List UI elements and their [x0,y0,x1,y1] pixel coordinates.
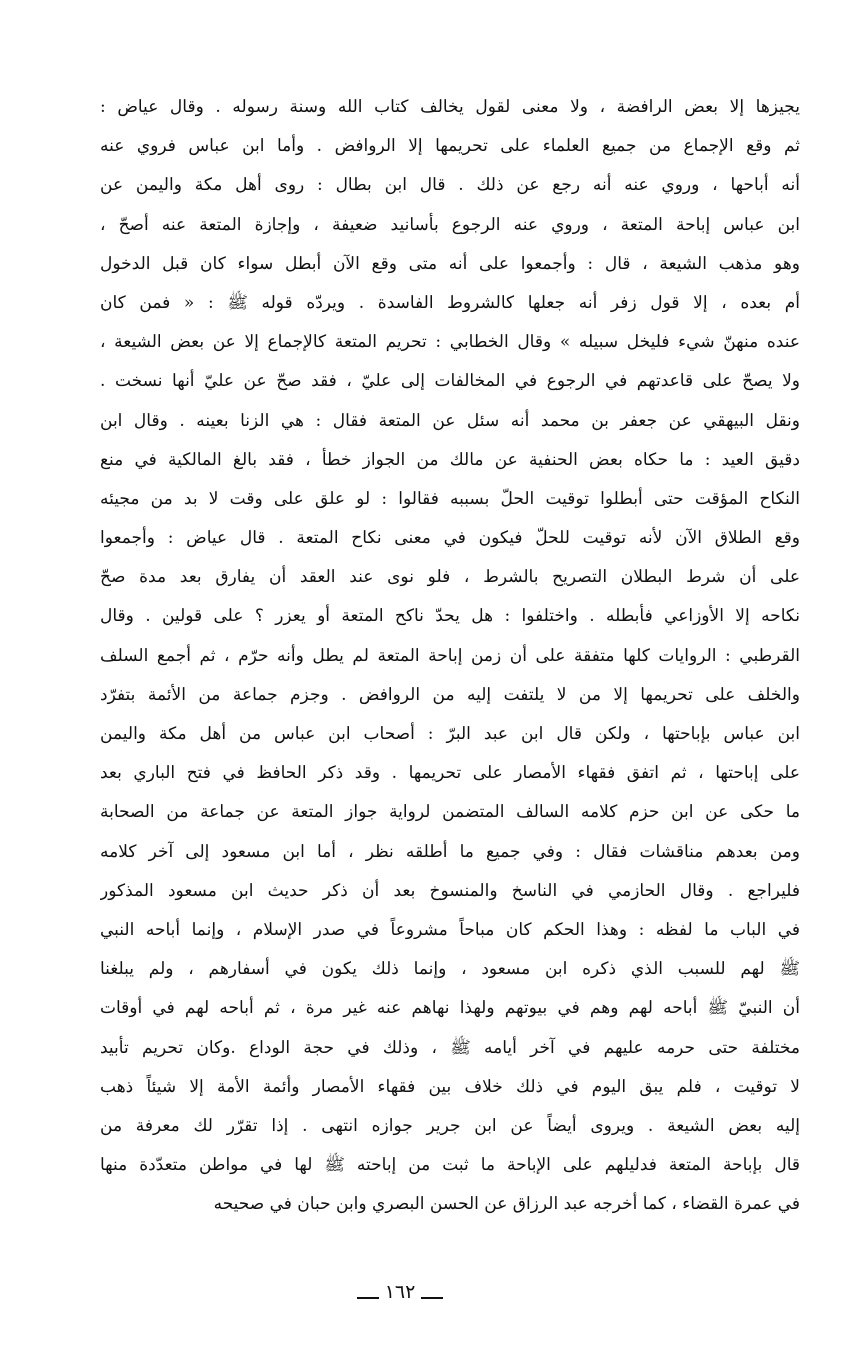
page-number: ١٦٢ [384,1281,416,1303]
text-line: وقع الطلاق الآن لأنه توقيت للحلّ فيكون في معنى نكاح المتعة . قال عياض : وأجمعوا [100,528,800,549]
text-line: إليه بعض الشيعة . ويروى أيضاً عن ابن جرير جوازه انتهى . إذا تقرّر لك معرفة من [100,1115,800,1136]
text-line: ابن عباس بإباحتها ، ولكن قال ابن عبد البرّ : أصحاب ابن عباس من أهل مكة واليمن [100,724,800,744]
text-line: عنده منهنّ شيء فليخل سبيله » وقال الخطابي : تحريم المتعة كالإجماع إلا عن بعض الشيعة ، [100,332,800,353]
text-line: فليراجع . وقال الحازمي في الناسخ والمنسوخ بعد أن ذكر حديث ابن مسعود المذكور [100,880,800,901]
text-line: أم بعده ، إلا قول زفر أنه جعلها كالشروط الفاسدة . ويردّه قوله ﷺ : « فمن كان [100,292,800,313]
text-line: يجيزها إلا بعض الرافضة ، ولا معنى لقول يخالف كتاب الله وسنة رسوله . وقال عياض : [100,97,800,117]
text-line: لا توقيت ، فلم يبق اليوم في ذلك خلاف بين فقهاء الأمصار وأئمة الأمة إلا شيئاً ذهب [100,1076,800,1097]
text-line: ثم وقع الإجماع من جميع العلماء على تحريمها إلا الروافض . وأما ابن عباس فروي عنه [100,136,800,157]
text-line: أن النبيّ ﷺ أباحه لهم وهم في بيوتهم ولهذا نهاهم عنه غير مرة ، ثم أباحه لهم في أوقات [100,998,800,1019]
text-line: قال بإباحة المتعة فدليلهم على الإباحة ما ثبت من إباحته ﷺ لها في مواطن متعدّدة منها [100,1155,800,1176]
text-line: دقيق العيد : ما حكاه بعض الحنفية عن مالك من الجواز خطأ ، فقد بالغ المالكية في منع [100,449,800,470]
page-number-footer [340,1272,460,1312]
text-line: على أن شرط البطلان التصريح بالشرط ، فلو نوى عند العقد أن يفارق بعد مدة صحّ [100,567,800,588]
text-line: نكاحه إلا الأوزاعي فأبطله . واختلفوا : هل يحدّ ناكح المتعة أو يعزر ؟ على قولين . وقال [100,606,800,627]
text-line: في عمرة القضاء ، كما أخرجه عبد الرزاق عن الحسن البصري وابن حبان في صحيحه [213,1194,800,1215]
text-line: ﷺ لهم للسبب الذي ذكره ابن مسعود ، وإنما ذلك يكون في أسفارهم ، ولم يبلغنا [100,959,800,980]
text-line: ونقل البيهقي عن جعفر بن محمد أنه سئل عن المتعة فقال : هي الزنا بعينه . وقال ابن [100,410,800,431]
text-line: النكاح المؤقت حتى أبطلوا توقيت الحلّ بسببه فقالوا : لو علق على وقت لا بد من مجيئه [100,488,800,509]
text-line: ومن بعدهم مناقشات فقال : وفي جميع ما أطلقه نظر ، أما ابن مسعود إلى آخر كلامه [100,841,800,862]
body-text [100,88,800,1224]
text-line: في الباب ما لفظه : وهذا الحكم كان مباحاً مشروعاً في صدر الإسلام ، وإنما أباحه النبي [100,919,800,940]
dash-right [421,1297,443,1299]
text-line: ابن عباس إباحة المتعة ، وروي عنه الرجوع بأسانيد ضعيفة ، وإجازة المتعة عنه أصحّ ، [100,214,800,235]
text-line: ما حكى عن ابن حزم كلامه السالف المتضمن لرواية جواز المتعة عن جماعة من الصحابة [100,802,800,823]
text-line: القرطبي : الروايات كلها متفقة على أن زمن إباحة المتعة لم يطل وأنه حرّم ، ثم أجمع السلف [100,645,800,666]
text-line: أنه أباحها ، وروي عنه أنه رجع عن ذلك . قال ابن بطال : روى أهل مكة واليمن عن [100,175,800,196]
text-line: على إباحتها ، ثم اتفق فقهاء الأمصار على تحريمها . وقد ذكر الحافظ في فتح الباري بعد [100,763,800,784]
text-line: مختلفة حتى حرمه عليهم في آخر أيامه ﷺ ، وذلك في حجة الوداع .وكان تحريم تأبيد [100,1037,800,1058]
text-line: وهو مذهب الشيعة ، قال : وأجمعوا على أنه متى وقع الآن أبطل سواء كان قبل الدخول [100,253,800,274]
dash-left [357,1297,379,1299]
text-line: ولا يصحّ على قاعدتهم في الرجوع في المخالفات إلى عليّ ، فقد صحّ عن عليّ أنها نسخت . [100,371,800,392]
text-line: والخلف على تحريمها إلا من لا يلتفت إليه من الروافض . وجزم جماعة من الأئمة بتفرّد [100,684,800,705]
